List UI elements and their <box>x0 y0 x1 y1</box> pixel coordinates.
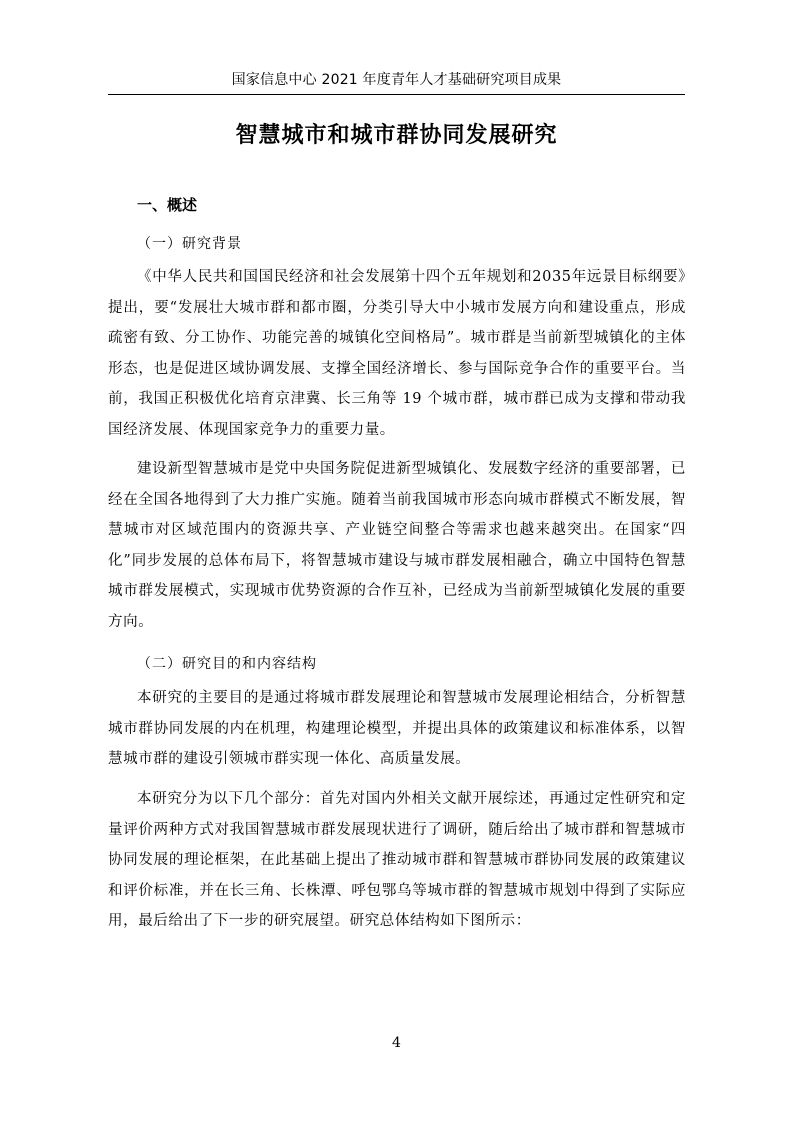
paragraph-purpose-1: 本研究的主要目的是通过将城市群发展理论和智慧城市发展理论相结合，分析智慧城市群协同发展的内在机理，构建理论模型，并提出具体的政策建议和标准体系，以智慧城市群的建设引领城市群实现一体化、高质量发展。 <box>108 690 686 767</box>
paragraph-background-1: 《中华人民共和国国民经济和社会发展第十四个五年规划和2035年远景目标纲要》提出，要“发展壮大城市群和都市圈，分类引导大中小城市发展方向和建设重点，形成疏密有致、分工协作、功能完善的城镇化空间格局”。城市群是当前新型城镇化的主体形态，也是促进区域协调发展、支撑全国经济增长、参与国际竞争合作的重要平台。当前，我国正积极优化培育京津冀、长三角等 19 个城市群，城市群已成为支撑和带动我国经济发展、体现国家竞争力的重要力量。 <box>108 269 686 438</box>
running-header: 国家信息中心 2021 年度青年人才基础研究项目成果 <box>231 72 562 88</box>
document-title: 智慧城市和城市群协同发展研究 <box>235 123 558 148</box>
header-divider <box>108 94 685 95</box>
paragraph-purpose-2: 本研究分为以下几个部分：首先对国内外相关文献开展综述，再通过定性研究和定量评价两种方式对我国智慧城市群发展现状进行了调研，随后给出了城市群和智慧城市协同发展的理论框架，在此基础上提出了推动城市群和智慧城市群协同发展的政策建议和评价标准，并在长三角、长株潭、呼包鄂乌等城市群的智慧城市规划中得到了实际应用，最后给出了下一步的研究展望。研究总体结构如下图所示： <box>108 791 686 929</box>
section-heading-overview: 一、概述 <box>137 196 198 214</box>
subsection-heading-purpose-structure: （二）研究目的和内容结构 <box>137 656 317 672</box>
page-number: 4 <box>392 1035 401 1051</box>
paragraph-background-2: 建设新型智慧城市是党中央国务院促进新型城镇化、发展数字经济的重要部署，已经在全国各地得到了大力推广实施。随着当前我国城市形态向城市群模式不断发展，智慧城市对区域范围内的资源共享、产业链空间整合等需求也越来越突出。在国家“四化”同步发展的总体布局下，将智慧城市建设与城市群发展相融合，确立中国特色智慧城市群发展模式，实现城市优势资源的合作互补，已经成为当前新型城镇化发展的重要方向。 <box>108 461 686 630</box>
subsection-heading-background: （一）研究背景 <box>137 236 242 252</box>
